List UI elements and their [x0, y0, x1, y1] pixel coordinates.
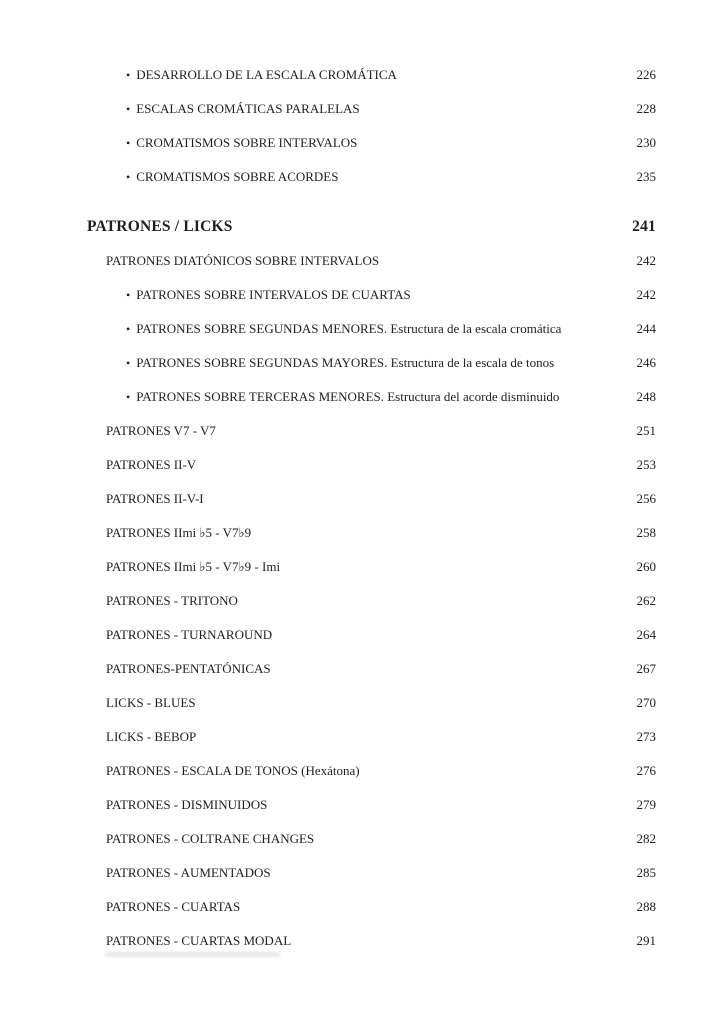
bullet-icon: •	[126, 68, 131, 82]
toc-entry-title-wrap	[106, 627, 272, 643]
toc-entry-page: 256	[636, 491, 656, 506]
toc-entry-title-wrap	[106, 423, 216, 439]
toc-entry-title-wrap	[126, 169, 338, 185]
toc-entry-title-wrap	[106, 865, 271, 881]
toc-entry	[0, 618, 723, 652]
toc-entry-page: 276	[636, 763, 656, 778]
toc-entry	[0, 482, 723, 516]
toc-entry-page: 253	[636, 457, 656, 472]
toc-entry-title-wrap	[126, 287, 411, 303]
toc-entry-title: PATRONES - COLTRANE CHANGES	[106, 831, 315, 846]
toc-entry	[0, 686, 723, 720]
toc-entry-page: 242	[636, 253, 656, 268]
toc-entry-title: PATRONES SOBRE INTERVALOS DE CUARTAS	[136, 287, 411, 302]
toc-entry-title-wrap	[106, 661, 271, 677]
bullet-icon: •	[126, 390, 131, 404]
toc-entry-page: 235	[636, 169, 656, 184]
toc-entry-title: PATRONES - CUARTAS MODAL	[106, 933, 292, 948]
toc-entry-page: 264	[636, 627, 656, 642]
toc-entry-page: 230	[636, 135, 656, 150]
toc-entry-title-wrap	[106, 797, 267, 813]
toc-entry	[0, 278, 723, 312]
bullet-icon: •	[126, 102, 131, 116]
toc-entry-page: 244	[636, 321, 656, 336]
toc-entry	[0, 346, 723, 380]
toc-entry-page: 267	[636, 661, 656, 676]
toc-entry-title: PATRONES II-V	[106, 457, 197, 472]
toc-entry-title-wrap	[106, 899, 240, 915]
toc-entry-title: LICKS - BLUES	[106, 695, 196, 710]
toc-entry-page: 285	[636, 865, 656, 880]
toc-entry-title-wrap	[126, 389, 559, 405]
toc-entry-page: 248	[636, 389, 656, 404]
toc-entry	[0, 160, 723, 194]
toc-entry	[0, 209, 723, 244]
toc-entry	[0, 448, 723, 482]
toc-entry-title-wrap	[87, 218, 233, 236]
toc-entry-title-wrap	[126, 321, 561, 337]
toc-entry-title: PATRONES - ESCALA DE TONOS (Hexátona)	[106, 763, 360, 778]
toc-entry-page: 291	[636, 933, 656, 948]
toc-entry	[0, 652, 723, 686]
toc-entry	[0, 550, 723, 584]
toc-entry-page: 258	[636, 525, 656, 540]
toc-entry-title-wrap	[106, 933, 291, 949]
toc-entry	[0, 516, 723, 550]
toc-entry-title: PATRONES - TURNAROUND	[106, 627, 273, 642]
bullet-icon: •	[126, 322, 131, 336]
toc-entry-title: PATRONES SOBRE SEGUNDAS MENORES. Estructura de la escala cromática	[136, 321, 562, 336]
toc-entry-title-wrap	[106, 729, 196, 745]
toc-entry	[0, 584, 723, 618]
toc-entry-title-wrap	[106, 695, 196, 711]
toc-entry-title-wrap	[106, 457, 196, 473]
toc-entry-title: PATRONES IImi ♭5 - V7♭9	[106, 525, 252, 540]
toc-entry-title: PATRONES - DISMINUIDOS	[106, 797, 268, 812]
toc-entry-title: PATRONES - AUMENTADOS	[106, 865, 271, 880]
toc-entry-title-wrap	[106, 763, 360, 779]
toc-entry-page: 241	[632, 217, 656, 235]
toc-entry	[0, 244, 723, 278]
toc-entry-title: PATRONES / LICKS	[87, 217, 233, 235]
toc-entry	[0, 380, 723, 414]
toc-entry	[0, 788, 723, 822]
toc-entry-page: 226	[636, 67, 656, 82]
toc-entry-page: 270	[636, 695, 656, 710]
toc-entry-title: PATRONES SOBRE SEGUNDAS MAYORES. Estructura de la escala de tonos	[136, 355, 555, 370]
toc-entry-title-wrap	[106, 559, 280, 575]
toc-entry-title-wrap	[106, 831, 314, 847]
toc-entry-title-wrap	[106, 593, 238, 609]
toc-entry-page: 260	[636, 559, 656, 574]
toc-entry-title: PATRONES SOBRE TERCERAS MENORES. Estructura del acorde disminuido	[136, 389, 560, 404]
toc-entry-title: PATRONES - TRITONO	[106, 593, 238, 608]
toc-entry-page: 228	[636, 101, 656, 116]
toc-entry-title-wrap	[126, 67, 397, 83]
toc-entry	[0, 126, 723, 160]
toc-entry-page: 279	[636, 797, 656, 812]
toc-entry-page: 273	[636, 729, 656, 744]
toc-entry-page: 288	[636, 899, 656, 914]
scan-artifact-smudge	[105, 952, 280, 957]
toc-entry-page: 242	[636, 287, 656, 302]
toc-entry-title: PATRONES II-V-I	[106, 491, 204, 506]
toc-entry-page: 262	[636, 593, 656, 608]
bullet-icon: •	[126, 288, 131, 302]
toc-entry	[0, 414, 723, 448]
toc-entry	[0, 856, 723, 890]
toc-entry-title: PATRONES DIATÓNICOS SOBRE INTERVALOS	[106, 253, 380, 268]
toc-entry-title-wrap	[106, 525, 251, 541]
toc-entry-page: 282	[636, 831, 656, 846]
toc-entry-title-wrap	[106, 491, 204, 507]
bullet-icon: •	[126, 136, 131, 150]
toc-entry-page: 251	[636, 423, 656, 438]
toc-entry	[0, 822, 723, 856]
toc-entry-title: CROMATISMOS SOBRE ACORDES	[136, 169, 339, 184]
toc-entry	[0, 312, 723, 346]
toc-entry	[0, 720, 723, 754]
toc-entry-title: PATRONES-PENTATÓNICAS	[106, 661, 271, 676]
toc-entry-title: DESARROLLO DE LA ESCALA CROMÁTICA	[136, 67, 397, 82]
toc-entry-title: PATRONES IImi ♭5 - V7♭9 - Imi	[106, 559, 281, 574]
toc-entry	[0, 890, 723, 924]
toc-entry	[0, 92, 723, 126]
toc-entry-title: CROMATISMOS SOBRE INTERVALOS	[136, 135, 358, 150]
toc-entry-title-wrap	[126, 355, 554, 371]
toc-entry-title-wrap	[126, 101, 360, 117]
toc-entry	[0, 754, 723, 788]
toc-entry-title: PATRONES V7 - V7	[106, 423, 216, 438]
toc-entry-title: PATRONES - CUARTAS	[106, 899, 241, 914]
toc-entry-title: ESCALAS CROMÁTICAS PARALELAS	[136, 101, 360, 116]
toc-entry-title: LICKS - BEBOP	[106, 729, 197, 744]
bullet-icon: •	[126, 356, 131, 370]
toc-entry	[0, 58, 723, 92]
toc-entry-title-wrap	[126, 135, 357, 151]
bullet-icon: •	[126, 170, 131, 184]
toc-entry-title-wrap	[106, 253, 379, 269]
toc-entry-page: 246	[636, 355, 656, 370]
